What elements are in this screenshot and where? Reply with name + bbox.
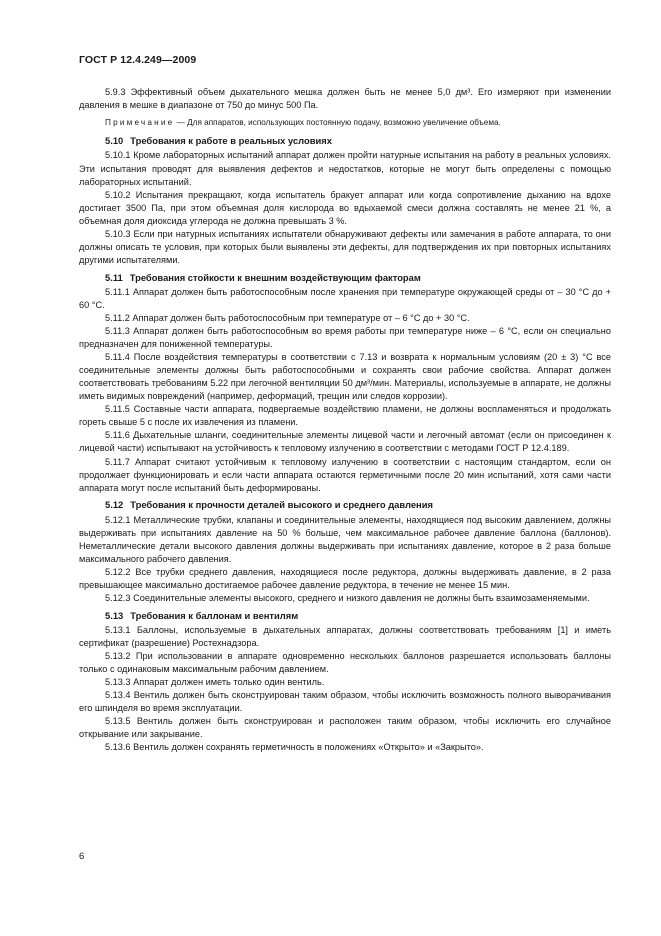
- paragraph-5-11-6: 5.11.6 Дыхательные шланги, соединительные элементы лицевой части и легочный автомат (если он присоединен к лицевой части) испытывают на устойчивость к тепловому излучению в соответствии с методами ГОСТ Р 12.4.189.: [79, 430, 611, 454]
- page-number: 6: [79, 851, 85, 862]
- section-title: Требования к баллонам и вентилям: [130, 609, 299, 621]
- section-heading-5-13: [79, 609, 611, 622]
- paragraph-5-11-5: 5.11.5 Составные части аппарата, подвергаемые воздействию пламени, не должны воспламеняться и продолжать гореть свыше 5 с после их извлечения из пламени.: [79, 404, 611, 428]
- section-heading-5-11: [79, 271, 611, 284]
- paragraph-5-13-1: 5.13.1 Баллоны, используемые в дыхательных аппаратах, должны соответствовать требованиям [1] и иметь сертификат (разрешение) Ростехнадзора.: [79, 624, 611, 648]
- section-title: Требования стойкости к внешним воздействующим факторам: [129, 271, 421, 283]
- section-heading-5-12: [79, 498, 611, 511]
- document-code-header: ГОСТ Р 12.4.249—2009: [79, 54, 197, 66]
- paragraph-5-13-2: 5.13.2 При использовании в аппарате одновременно нескольких баллонов разрешается использовать баллоны только с одинаковым максимальным рабочим давлением.: [79, 651, 611, 675]
- section-number: 5.12: [105, 499, 124, 511]
- document-body: [79, 86, 611, 754]
- paragraph-5-13-4: 5.13.4 Вентиль должен быть сконструирован таким образом, чтобы исключить возможность полного выворачивания его шпинделя во время эксплуатации.: [79, 690, 611, 714]
- paragraph-5-11-2: 5.11.2 Аппарат должен быть работоспособным при температуре от – 6 °С до + 30 °С.: [105, 312, 470, 323]
- note: [79, 117, 611, 129]
- paragraph-5-13-6: 5.13.6 Вентиль должен сохранять герметичность в положениях «Открыто» и «Закрыто».: [105, 742, 484, 753]
- section-title: Требования к работе в реальных условиях: [130, 135, 332, 147]
- section-number: 5.13: [105, 609, 124, 621]
- section-heading-5-10: [79, 134, 611, 147]
- paragraph-5-12-3: 5.12.3 Соединительные элементы высокого, среднего и низкого давления не должны быть взаимозаменяемыми.: [105, 592, 590, 603]
- paragraph-5-13-3: 5.13.3 Аппарат должен иметь только один вентиль.: [105, 677, 325, 688]
- paragraph-5-11-7: 5.11.7 Аппарат считают устойчивым к тепловому излучению в соответствии с настоящим стандартом, если он продолжает функционировать и если части аппарата остаются герметичными после 20 мин испытаний, хотя сами части аппарата могут после испытаний быть деформированы.: [79, 456, 611, 493]
- section-number: 5.10: [105, 135, 124, 147]
- paragraph-5-10-2: 5.10.2 Испытания прекращают, когда испытатель бракует аппарат или когда сопротивление дыханию на вдохе достигает 3500 Па, при этом объемная доля кислорода во вдыхаемой смеси должна составлять не менее 21 %, а объемная доля диоксида углерода не должна превышать 3 %.: [79, 189, 611, 226]
- paragraph-5-12-1: 5.12.1 Металлические трубки, клапаны и соединительные элементы, находящиеся под высоким давлением, должны выдерживать при испытаниях давление на 50 % больше, чем максимальное рабочее давление баллона (баллонов). Неметаллические детали высокого давления должны выдерживать при испытаниях давление, которое в 2 раза больше максимального рабочего давления.: [79, 514, 611, 564]
- note-label: Примечание: [105, 118, 175, 128]
- paragraph-5-9-3: 5.9.3 Эффективный объем дыхательного мешка должен быть не менее 5,0 дм³. Его измеряют при изменении давления в мешке в диапазоне от 750 до минус 500 Па.: [79, 87, 611, 111]
- paragraph-5-10-3: 5.10.3 Если при натурных испытаниях испытатели обнаруживают дефекты или замечания в работе аппарата, то они должны описать те условия, при которых были выявлены эти дефекты, для подтверждения их при повторных испытаниях другими испытателями.: [79, 228, 611, 265]
- paragraph-5-12-2: 5.12.2 Все трубки среднего давления, находящиеся после редуктора, должны выдерживать давление, в 2 раза превышающее максимально достигаемое рабочее давление редуктора, в течение не менее 15 мин.: [79, 566, 611, 590]
- paragraph-5-10-1: 5.10.1 Кроме лабораторных испытаний аппарат должен пройти натурные испытания на работу в реальных условиях. Эти испытания проводят для выявления дефектов и недостатков, которые не могут быть определены с помощью лабораторных испытаний.: [79, 150, 611, 187]
- section-number: 5.11: [105, 271, 123, 283]
- paragraph-5-11-4: 5.11.4 После воздействия температуры в соответствии с 7.13 и возврата к нормальным условиям (20 ± 3) °С все соединительные элементы должны быть работоспособными и сохранять свои рабочие свойства. Аппарат должен соответствовать требованиям 5.22 при легочной вентиляции 50 дм³/мин. Материалы, используемые в аппарате, не должны иметь видимых повреждений (например, деформаций, трещин или следов коррозии).: [79, 352, 611, 402]
- paragraph-5-13-5: 5.13.5 Вентиль должен быть сконструирован и расположен таким образом, чтобы исключить его случайное открывание или закрывание.: [79, 716, 611, 740]
- paragraph-5-11-1: 5.11.1 Аппарат должен быть работоспособным после хранения при температуре окружающей среды от – 30 °С до + 60 °С.: [79, 286, 611, 310]
- section-title: Требования к прочности деталей высокого и среднего давления: [130, 499, 433, 511]
- note-text: — Для аппаратов, использующих постоянную подачу, возможно увеличение объема.: [174, 118, 501, 128]
- paragraph-5-11-3: 5.11.3 Аппарат должен быть работоспособным во время работы при температуре ниже – 6 °С, если он специально предназначен для пониженной температуры.: [79, 326, 611, 350]
